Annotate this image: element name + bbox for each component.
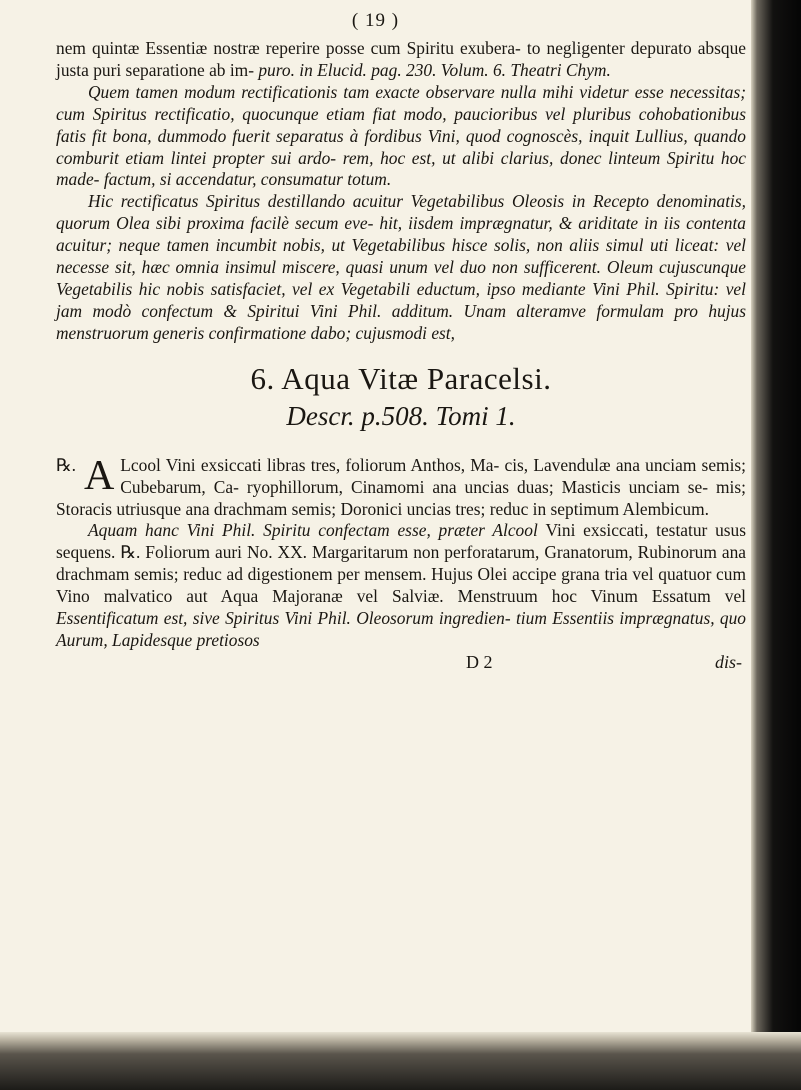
text-line: tium Essentiis imprægnatus, quo Aurum, Lapidesque pretiosos [56, 608, 746, 650]
recipe-symbol: ℞. [56, 454, 76, 475]
text-line: Margaritarum non perforatarum, Granatorum, Rubinorum ana [311, 542, 746, 563]
text-line: Phil. Spiritu: vel jam modò confectum & Spiritui Vini Phil. [56, 278, 746, 321]
text-line: simul uti liceat: vel necesse sit, hæc omnia insimul miscere, quasi [56, 235, 746, 278]
text-line: tres; reduc in septimum Alembicum. [455, 498, 709, 519]
paragraph-1 [56, 38, 746, 82]
section-heading: 6. Aqua Vitæ Paracelsi. [250, 360, 552, 396]
text-line: puro. in Elucid. pag. 230. Volum. 6. Theatri Chym. [258, 59, 611, 80]
text-line: tamen incumbit nobis, ut Vegetabilibus hisce solis, non aliis [166, 235, 606, 256]
text-line: inquit Lullius, quando comburit etiam lintei propter sui ardo- [56, 125, 746, 168]
text-line: Olei accipe grana tria vel quatuor cum Vino malvatico aut [56, 564, 746, 607]
text-line: nem quintæ Essentiæ nostræ reperire posse cum Spiritu exubera- [56, 38, 527, 58]
section-reference: Descr. p.508. Tomi 1. [286, 400, 516, 431]
text-line: bona, dummodo fuerit separatus à fordibus Vini, quod cognoscès, [112, 125, 589, 146]
text-line: unum vel duo non sufficerent. Oleum cujuscunque Vegetabilis hic [56, 257, 746, 299]
text-line: generis confirmatione dabo; cujusmodi est, [153, 322, 455, 343]
text-line: drachmam semis; reduc ad digestionem per mensem. Hujus [56, 564, 478, 585]
drop-capital: A [83, 452, 115, 499]
text-line: factum, si accendatur, consumatur totum. [103, 169, 392, 190]
scan-edge-right [751, 0, 801, 1090]
text-line: Quem tamen modum rectificationis tam exacte observare nulla [88, 81, 543, 102]
text-line: Lcool Vini exsiccati libras tres, foliorum Anthos, Ma- [120, 454, 505, 475]
text-line: etiam fiat modo, paucioribus vel pluribus cohobationibus fatis fit [56, 103, 746, 146]
text-line: in Recepto denominatis, quorum Olea sibi proxima facilè secum eve- [56, 191, 746, 234]
text-line: to negligenter depurato absque justa puri separatione ab im- [56, 38, 747, 80]
text-line: mihi videtur esse necessitas; cum Spiritus rectificatio, quocunque [56, 81, 746, 124]
text-line: Hic rectificatus Spiritus destillando acuitur Vegetabilibus Oleosis [88, 191, 572, 212]
signature-mark: D 2 [466, 651, 493, 672]
page-number: ( 19 ) [351, 10, 400, 31]
catchword: dis- [715, 651, 742, 672]
text-line: additum. Unam alteramve formulam pro hujus menstruorum [56, 300, 746, 343]
paragraph-5 [56, 520, 746, 651]
text-line: hit, iisdem imprægnatur, & ariditate in iis contenta acuitur; neque [56, 213, 746, 256]
text-line: ryophillorum, Cinamomi ana uncias duas; Masticis unciam se- [246, 476, 717, 497]
paragraph-3 [56, 191, 746, 344]
text-line: nobis satisfaciet, vel ex Vegetabili eductum, ipso mediante Vini [166, 278, 627, 299]
text-line: Aqua Majoranæ vel Salviæ. Menstruum hoc Vinum Essatum vel [220, 586, 747, 607]
paragraph-2 [56, 82, 746, 192]
page-footer [56, 652, 746, 672]
page-text [56, 38, 746, 672]
text-line: Aquam hanc Vini Phil. Spiritu confectam esse, præter Alcool [88, 520, 546, 541]
text-line: Vini exsiccati, testatur usus sequens. ℞. Foliorum auri No. XX. [56, 520, 746, 563]
text-line: Essentificatum est, sive Spiritus Vini Phil. Oleosorum ingredien- [56, 608, 516, 629]
recipe-paragraph [56, 452, 746, 521]
text-line: mis; Storacis utriusque ana drachmam semis; Doronici uncias [56, 476, 746, 519]
text-line: cis, Lavendulæ ana unciam semis; Cubebarum, Ca- [120, 454, 746, 497]
scan-edge-bottom [0, 1032, 801, 1090]
text-line: rem, hoc est, ut alibi clarius, donec linteum Spiritu hoc made- [56, 147, 746, 190]
